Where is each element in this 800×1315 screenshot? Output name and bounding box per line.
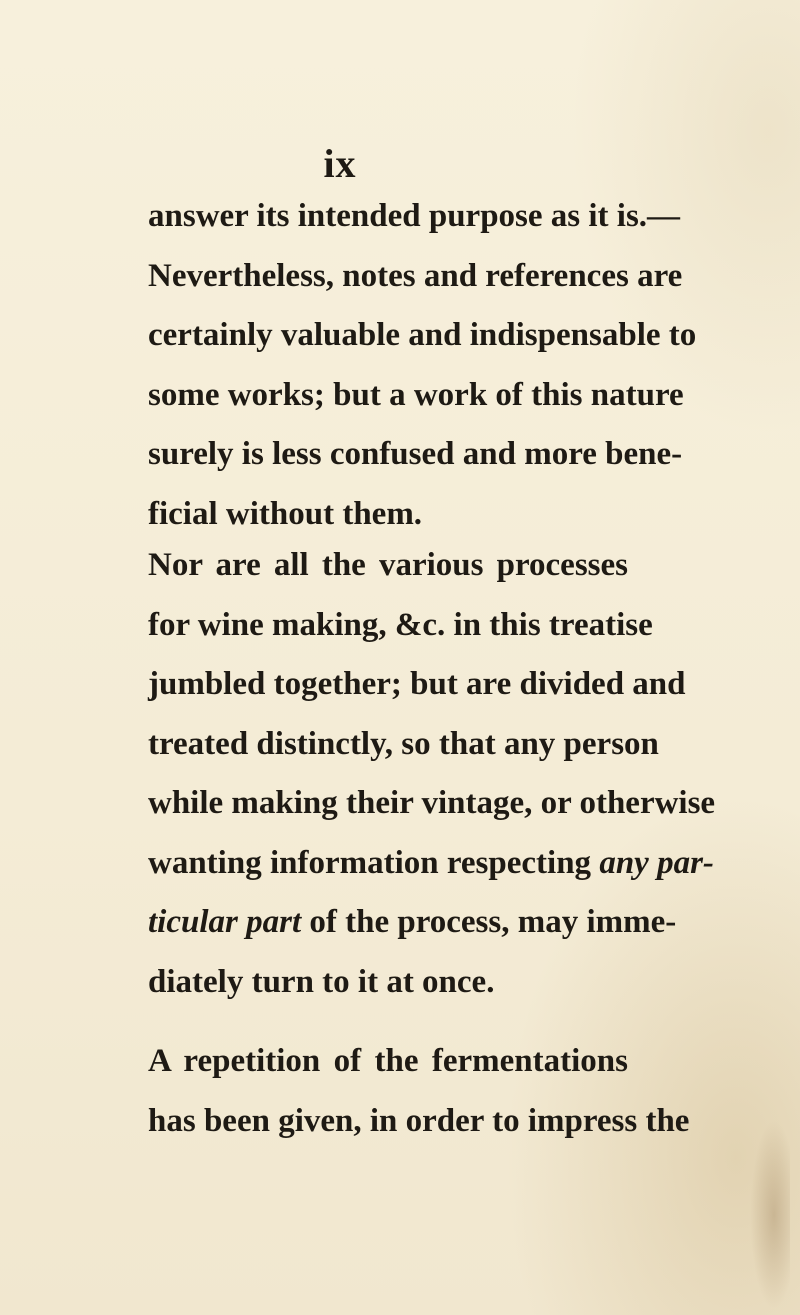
text-line [148,893,677,953]
italic-span: any par- [599,844,714,881]
text-line: certainly valuable and indispensable to [148,317,697,353]
text-span: of the process, may imme- [301,904,677,940]
text-line: treated distinctly, so that any person [148,725,659,762]
text-span: wanting information respecting [148,844,600,881]
text-line: has been given, in order to impress the [148,1102,690,1139]
text-line: surely is less confused and more bene- [148,436,683,472]
text-line-content: Nor are all the various processes [148,547,628,583]
text-line: A repetition of the fermentations [148,1043,628,1079]
text-line [148,834,714,894]
text-line: Nevertheless, notes and references are [148,257,683,294]
paragraph-3 [148,1032,690,1151]
text-line: diately turn to it at once. [148,963,495,1000]
text-line: while making their vintage, or otherwise [148,785,716,821]
text-line: some works; but a work of this nature [148,376,684,413]
text-line: ficial without them. [148,495,423,532]
text-line [148,536,628,596]
text-line: for wine making, &c. in this treatise [148,606,653,643]
page-number: ix [323,141,357,186]
paragraph-1 [148,187,697,544]
text-line: answer its intended purpose as it is.— [148,198,681,234]
paper-stain [750,1120,790,1310]
paragraph-2 [148,536,716,1012]
text-line: jumbled together; but are divided and [148,666,686,702]
italic-span: ticular part [148,904,302,940]
